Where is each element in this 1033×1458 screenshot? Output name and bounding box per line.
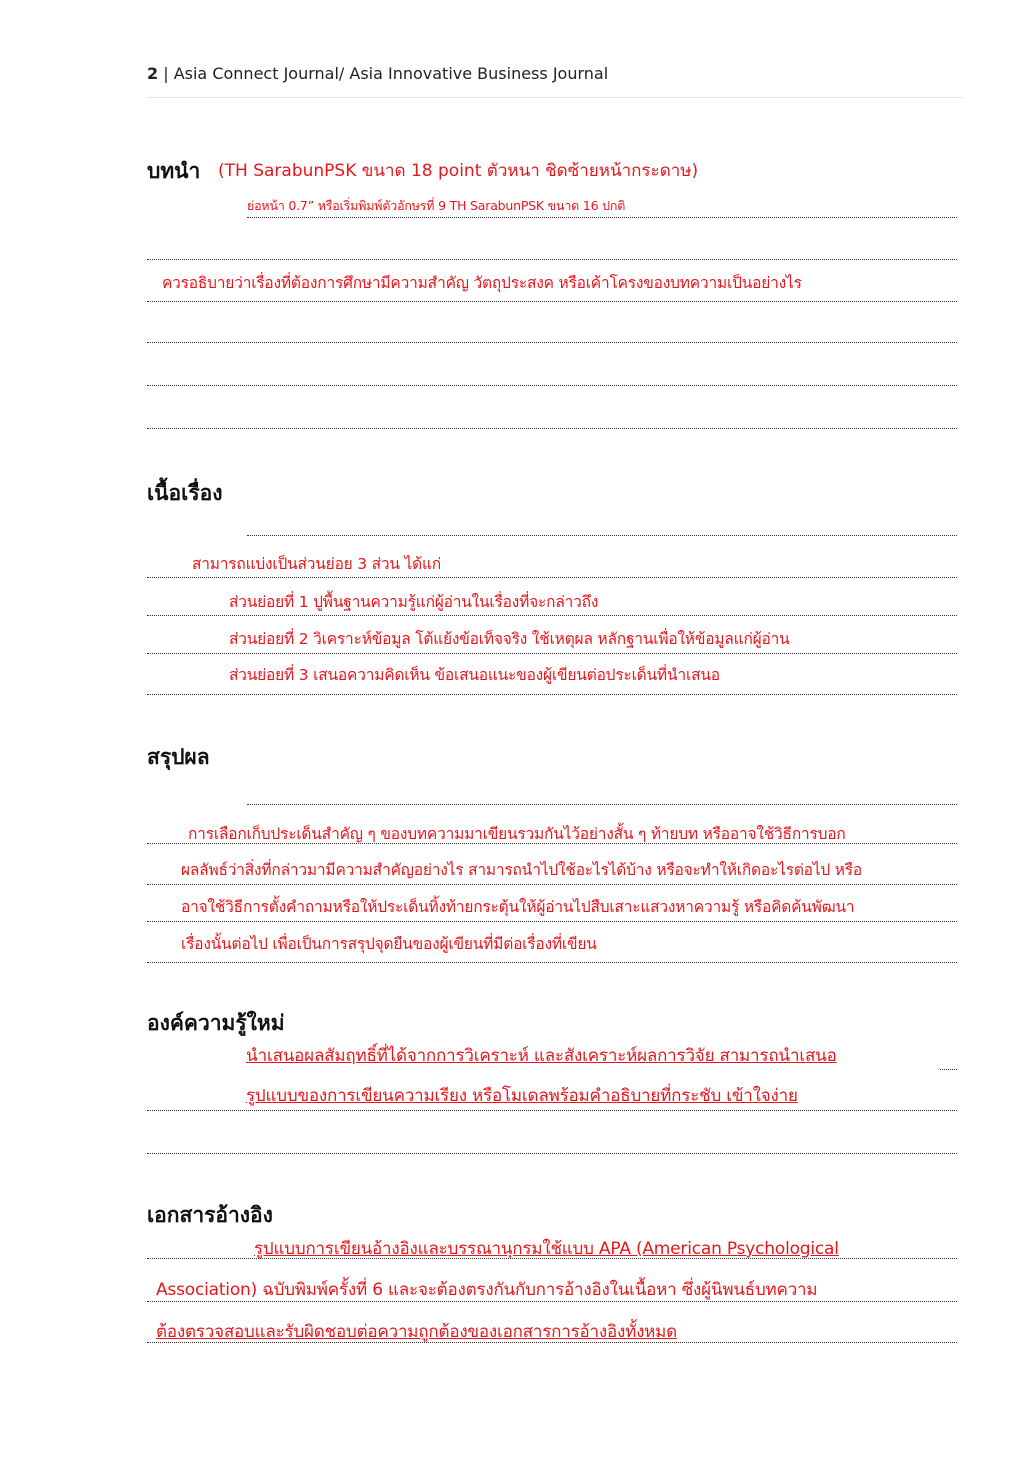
running-header — [147, 64, 962, 83]
references-heading: เอกสารอ้างอิง — [147, 1203, 273, 1227]
dotted-line — [147, 1258, 957, 1259]
dotted-line — [247, 804, 957, 805]
dotted-line — [247, 535, 957, 536]
dotted-line — [147, 342, 957, 343]
header-divider — [147, 97, 963, 98]
subpart-2: ส่วนย่อยที่ 2 วิเคราะห์ข้อมูล โต้แย้งข้อเท็จจริง ใช้เหตุผล หลักฐานเพื่อให้ข้อมูลแก่ผู้อ่าน — [229, 630, 790, 648]
dotted-line — [147, 694, 957, 695]
dotted-line — [147, 962, 957, 963]
dotted-line — [147, 1342, 957, 1343]
body-heading: เนื้อเรื่อง — [147, 481, 223, 505]
dotted-line — [147, 1301, 957, 1302]
new-knowledge-line-1: นำเสนอผลสัมฤทธิ์ที่ได้จากการวิเคราะห์ และสังเคราะห์ผลการวิจัย สามารถนำเสนอ — [246, 1046, 837, 1066]
intro-description: ควรอธิบายว่าเรื่องที่ต้องการศึกษามีความสำคัญ วัตถุประสงค หรือเค้าโครงของบทความเป็นอย่างไร — [162, 274, 802, 292]
dotted-line — [147, 921, 957, 922]
subpart-3: ส่วนย่อยที่ 3 เสนอความคิดเห็น ข้อเสนอแนะของผู้เขียนต่อประเด็นที่นำเสนอ — [229, 666, 720, 684]
dotted-line — [147, 843, 957, 844]
new-knowledge-heading: องค์ความรู้ใหม่ — [147, 1011, 285, 1035]
dotted-line — [940, 1069, 957, 1070]
intro-heading: บทนำ — [147, 159, 201, 183]
dotted-line — [147, 577, 957, 578]
intro-format-note: (TH SarabunPSK ขนาด 18 point ตัวหนา ชิดซ้ายหน้ากระดาษ) — [218, 161, 699, 181]
conclusion-heading: สรุปผล — [147, 745, 210, 769]
new-knowledge-line-2: รูปแบบของการเขียนความเรียง หรือโมเดลพร้อมคำอธิบายที่กระชับ เข้าใจง่าย — [246, 1086, 798, 1106]
dotted-line — [147, 259, 957, 260]
conclusion-line-3: อาจใช้วิธีการตั้งคำถามหรือให้ประเด็นทิ้งท้ายกระตุ้นให้ผู้อ่านไปสืบเสาะแสวงหาความรู้ หรือคิดค้นพัฒนา — [181, 898, 855, 916]
conclusion-line-2: ผลลัพธ์ว่าสิ่งที่กล่าวมามีความสำคัญอย่างไร สามารถนำไปใช้อะไรได้บ้าง หรือจะทำให้เกิดอะไรต่อไป หรือ — [181, 861, 863, 879]
intro-indent-note: ย่อหน้า 0.7” หรือเริ่มพิมพ์ตัวอักษรที่ 9 TH SarabunPSK ขนาด 16 ปกติ — [247, 198, 626, 213]
dotted-line — [247, 217, 957, 218]
dotted-line — [147, 428, 957, 429]
header-separator: | — [158, 64, 174, 83]
dotted-line — [147, 884, 957, 885]
conclusion-line-4: เรื่องนั้นต่อไป เพื่อเป็นการสรุปจุดยืนของผู้เขียนที่มีต่อเรื่องที่เขียน — [181, 935, 597, 953]
dotted-line — [147, 301, 957, 302]
dotted-line — [147, 653, 957, 654]
dotted-line — [147, 615, 957, 616]
dotted-line — [147, 1153, 957, 1154]
page-number: 2 — [147, 64, 159, 83]
subpart-1: ส่วนย่อยที่ 1 ปูพื้นฐานความรู้แก่ผู้อ่านในเรื่องที่จะกล่าวถึง — [229, 593, 599, 611]
journal-title: Asia Connect Journal/ Asia Innovative Business Journal — [173, 64, 609, 83]
dotted-line — [147, 1110, 957, 1111]
references-line-1: รูปแบบการเขียนอ้างอิงและบรรณานุกรมใช้แบบ APA (American Psychological — [254, 1239, 839, 1259]
body-intro-line: สามารถแบ่งเป็นส่วนย่อย 3 ส่วน ได้แก่ — [192, 555, 441, 573]
references-line-2: Association) ฉบับพิมพ์ครั้งที่ 6 และจะต้องตรงกันกับการอ้างอิงในเนื้อหา ซึ่งผู้นิพนธ์บทความ — [156, 1280, 818, 1300]
conclusion-line-1: การเลือกเก็บประเด็นสำคัญ ๆ ของบทความมาเขียนรวมกันไว้อย่างสั้น ๆ ท้ายบท หรืออาจใช้วิธีการบอก — [188, 825, 846, 843]
dotted-line — [147, 385, 957, 386]
references-line-3: ต้องตรวจสอบและรับผิดชอบต่อความถูกต้องของเอกสารการอ้างอิงทั้งหมด — [156, 1322, 678, 1342]
